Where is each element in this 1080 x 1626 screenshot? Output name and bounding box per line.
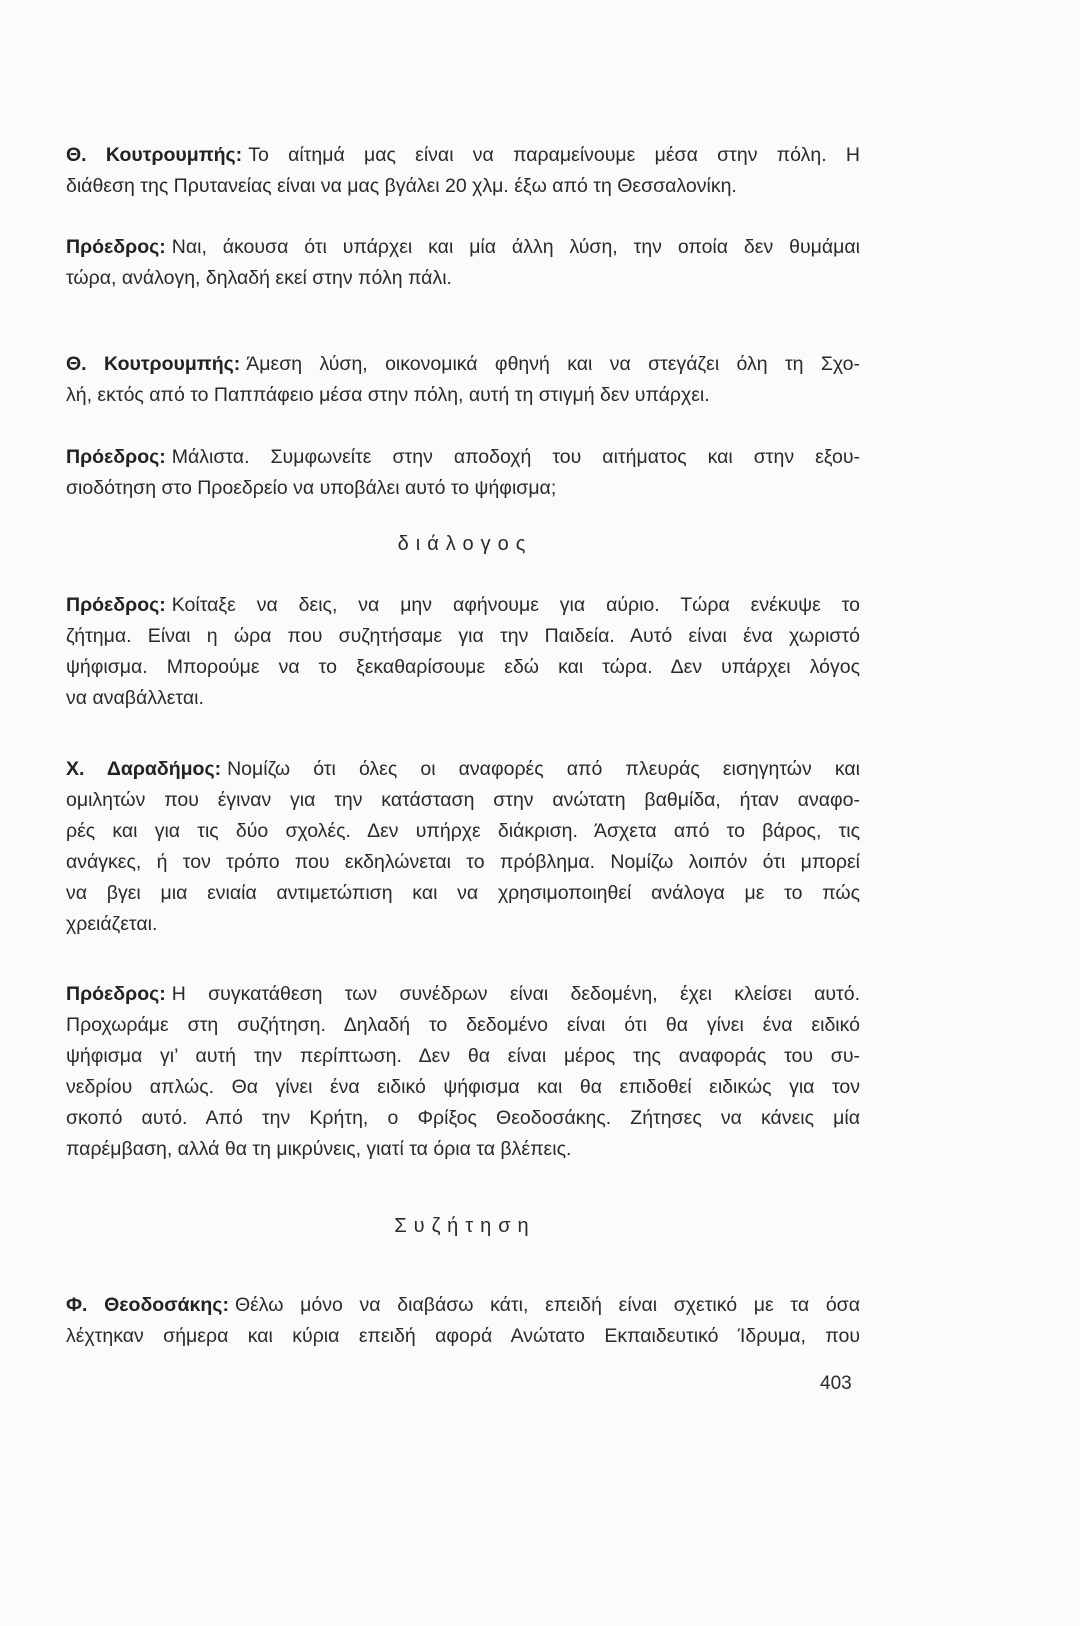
text-line — [66, 1321, 860, 1352]
line-text: Νομίζω ότι όλες οι αναφορές από πλευράς εισηγητών και — [227, 758, 861, 780]
text-line — [66, 1103, 860, 1134]
text-line — [66, 442, 860, 473]
speaker-name: Θ. Κουτρουμπής: — [66, 144, 243, 166]
text-line — [66, 979, 860, 1010]
text-line — [66, 683, 860, 714]
paragraph — [66, 349, 860, 411]
text-line — [66, 621, 860, 652]
speaker-name: Πρόεδρος: — [66, 983, 166, 1005]
section-heading-dialogos: διάλογος — [397, 533, 533, 555]
text-line — [66, 1041, 860, 1072]
line-text: λή, εκτός από το Παππάφειο μέσα στην πόλη, αυτή τη στιγμή δεν υπάρχει. — [66, 384, 710, 406]
text-line — [66, 1134, 860, 1165]
text-line — [66, 652, 860, 683]
line-text: σιοδότηση στο Προεδρείο να υποβάλει αυτό το ψήφισμα; — [66, 477, 557, 499]
paragraph — [66, 442, 860, 504]
line-text: τώρα, ανάλογη, δηλαδή εκεί στην πόλη πάλι. — [66, 267, 452, 289]
line-text: παρέμβαση, αλλά θα τη μικρύνεις, γιατί τα όρια τα βλέπεις. — [66, 1138, 572, 1160]
paragraph — [66, 979, 860, 1165]
text-line — [66, 473, 860, 504]
line-text: νεδρίου απλώς. Θα γίνει ένα ειδικό ψήφισμα και θα επιδοθεί ειδικώς για τον — [66, 1076, 860, 1098]
line-text: διάθεση της Πρυτανείας είναι να μας βγάλει 20 χλμ. έξω από τη Θεσσαλονίκη. — [66, 175, 737, 197]
speaker-name: Πρόεδρος: — [66, 236, 166, 258]
paragraph — [66, 590, 860, 714]
line-text: ανάγκες, ή τον τρόπο που εκδηλώνεται το πρόβλημα. Νομίζω λοιπόν ότι μπορεί — [66, 851, 860, 873]
line-text: ζήτημα. Είναι η ώρα που συζητήσαμε για την Παιδεία. Αυτό είναι ένα χωριστό — [66, 625, 860, 647]
text-line — [66, 878, 860, 909]
text-line — [66, 171, 860, 202]
text-line — [66, 785, 860, 816]
text-line — [66, 909, 860, 940]
line-text: λέχτηκαν σήμερα και κύρια επειδή αφορά Ανώτατο Εκπαιδευτικό Ίδρυμα, που — [66, 1325, 860, 1347]
speaker-name: Πρόεδρος: — [66, 594, 166, 616]
line-text: Μάλιστα. Συμφωνείτε στην αποδοχή του αιτήματος και στην εξου- — [171, 446, 860, 468]
line-text: Κοίταξε να δεις, να μην αφήνουμε για αύριο. Τώρα ενέκυψε το — [171, 594, 860, 616]
line-text: Ναι, άκουσα ότι υπάρχει και μία άλλη λύση, την οποία δεν θυμάμαι — [171, 236, 860, 258]
line-text: Άμεση λύση, οικονομικά φθηνή και να στεγάζει όλη τη Σχο- — [246, 353, 860, 375]
text-line — [66, 349, 860, 380]
section-heading-syzitisi: Συζήτηση — [394, 1215, 536, 1237]
line-text: Το αίτημά μας είναι να παραμείνουμε μέσα στην πόλη. Η — [248, 144, 860, 166]
text-line — [66, 380, 860, 411]
line-text: σκοπό αυτό. Από την Κρήτη, ο Φρίξος Θεοδοσάκης. Ζήτησες να κάνεις μία — [66, 1107, 860, 1129]
line-text: Θέλω μόνο να διαβάσω κάτι, επειδή είναι σχετικό με τα όσα — [234, 1294, 860, 1316]
text-line — [66, 847, 860, 878]
paragraph — [66, 140, 860, 202]
text-line — [66, 232, 860, 263]
line-text: να βγει μια ενιαία αντιμετώπιση και να χρησιμοποιηθεί ανάλογα με το πώς — [66, 882, 860, 904]
page-number: 403 — [820, 1373, 852, 1394]
speaker-name: Χ. Δαραδήμος: — [66, 758, 222, 780]
text-line — [66, 816, 860, 847]
text-line — [66, 1010, 860, 1041]
text-line — [66, 1072, 860, 1103]
paragraph — [66, 754, 860, 940]
speaker-name: Θ. Κουτρουμπής: — [66, 353, 241, 375]
line-text: ρές και για τις δύο σχολές. Δεν υπήρχε διάκριση. Άσχετα από το βάρος, τις — [66, 820, 860, 842]
speaker-name: Πρόεδρος: — [66, 446, 166, 468]
text-line — [66, 140, 860, 171]
text-line — [66, 754, 860, 785]
line-text: ψήφισμα γι’ αυτή την περίπτωση. Δεν θα είναι μέρος της αναφοράς του συ- — [66, 1045, 860, 1067]
line-text: Η συγκατάθεση των συνέδρων είναι δεδομένη, έχει κλείσει αυτό. — [171, 983, 860, 1005]
line-text: ψήφισμα. Μπορούμε να το ξεκαθαρίσουμε εδώ και τώρα. Δεν υπάρχει λόγος — [66, 656, 860, 678]
text-line — [66, 1290, 860, 1321]
line-text: Προχωράμε στη συζήτηση. Δηλαδή το δεδομένο είναι ότι θα γίνει ένα ειδικό — [66, 1014, 860, 1036]
line-text: ομιλητών που έγιναν για την κατάσταση στην ανώτατη βαθμίδα, ήταν αναφο- — [66, 789, 860, 811]
paragraph — [66, 1290, 860, 1352]
speaker-name: Φ. Θεοδοσάκης: — [66, 1294, 229, 1316]
line-text: να αναβάλλεται. — [66, 687, 204, 709]
text-line — [66, 263, 860, 294]
text-line — [66, 590, 860, 621]
paragraph — [66, 232, 860, 294]
line-text: χρειάζεται. — [66, 913, 158, 935]
